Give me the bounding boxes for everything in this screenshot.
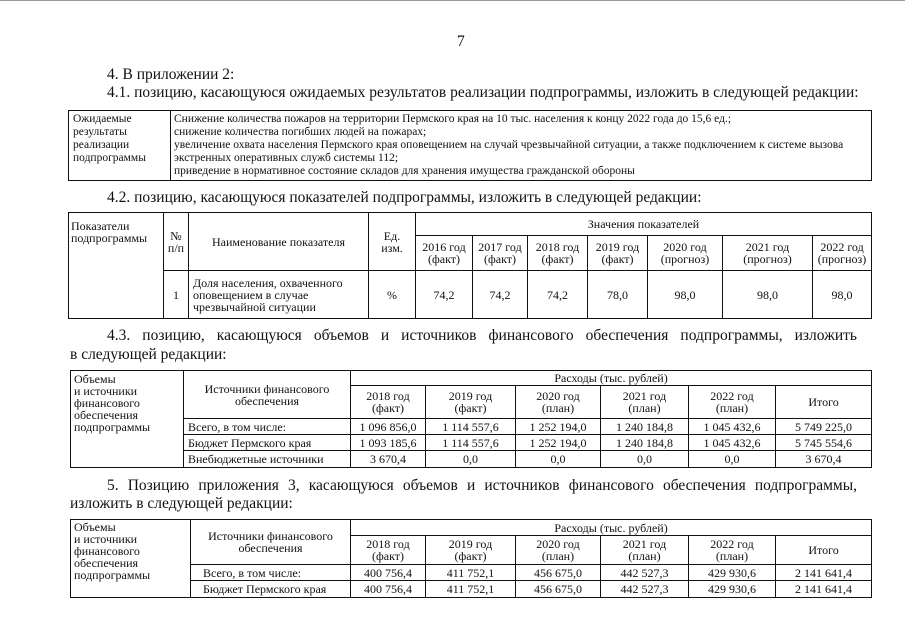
value-cell: 78,0 — [588, 271, 648, 319]
financing-table-appendix-2 — [70, 370, 872, 468]
year-header-2022: 2022 год (прогноз) — [813, 236, 872, 271]
year-header-2018: 2018 год (факт) — [351, 386, 426, 419]
indicators-label: Показатели подпрограммы — [69, 213, 164, 319]
value-cell: 400 756,4 — [351, 581, 426, 598]
table-row — [71, 565, 872, 581]
value-cell: 400 756,4 — [351, 565, 426, 581]
scan-edge-line — [0, 0, 905, 1]
value-cell: 0,0 — [689, 451, 776, 468]
unit-header: Ед. изм. — [369, 213, 416, 271]
year-header-2020: 2020 год (прогноз) — [648, 236, 723, 271]
financing-table-appendix-3 — [70, 519, 872, 598]
value-cell: 0,0 — [426, 451, 516, 468]
expected-results-body — [69, 111, 872, 181]
indicators-body — [69, 213, 872, 319]
expected-results-table — [68, 110, 872, 181]
year-header-2022: 2022 год (план) — [689, 386, 776, 419]
value-cell: 1 114 557,6 — [426, 419, 516, 435]
table-row — [71, 451, 872, 468]
header-row — [69, 213, 872, 236]
source-cell: Бюджет Пермского края — [184, 435, 351, 451]
sources-header: Источники финансового обеспечения — [191, 520, 351, 565]
expected-result-line: увеличение охвата населения Пермского края оповещением на случай чрезвычайной ситуации, а также подключением к системе вызова — [174, 139, 844, 151]
expected-result-line: приведение в нормативное состояние складов для хранения имущества гражданской обороны — [174, 165, 635, 177]
value-cell: 1 096 856,0 — [351, 419, 426, 435]
year-header-2016: 2016 год (факт) — [416, 236, 473, 271]
value-cell: 3 670,4 — [351, 451, 426, 468]
value-cell: 456 675,0 — [516, 581, 601, 598]
financing-body — [71, 371, 872, 468]
value-cell: 74,2 — [416, 271, 473, 319]
header-row — [71, 520, 872, 536]
value-cell: 1 045 432,6 — [689, 435, 776, 451]
table-row — [69, 271, 872, 319]
expected-result-line: снижение количества погибших людей на пожарах; — [174, 126, 427, 138]
year-header-2019: 2019 год (факт) — [588, 236, 648, 271]
item-4-3-text-line-2: в следующей редакции: — [70, 346, 227, 363]
financing-label: Объемы и источники финансового обеспечения подпрограммы — [71, 371, 184, 468]
value-cell: 98,0 — [723, 271, 813, 319]
year-header-2018: 2018 год (факт) — [351, 536, 426, 565]
table-row — [71, 419, 872, 435]
year-header-2019: 2019 год (факт) — [426, 386, 516, 419]
total-cell: 5 745 554,6 — [776, 435, 872, 451]
source-cell: Бюджет Пермского края — [191, 581, 351, 598]
source-cell: Всего, в том числе: — [191, 565, 351, 581]
values-header: Значения показателей — [416, 213, 872, 236]
value-cell: 1 093 185,6 — [351, 435, 426, 451]
value-cell: 0,0 — [601, 451, 689, 468]
year-header-2020: 2020 год (план) — [516, 386, 601, 419]
expenses-header: Расходы (тыс. рублей) — [351, 520, 872, 536]
expected-result-line: Снижение количества пожаров на территории Пермского края на 10 тыс. населения к концу 2022 года до 15,6 ед.; — [174, 113, 732, 125]
value-cell: 411 752,1 — [426, 581, 516, 598]
value-cell: 1 252 194,0 — [516, 435, 601, 451]
item-4-3-text-line-1: 4.3. позицию, касающуюся объемов и источников финансового обеспечения подпрограммы, изложить — [107, 327, 857, 344]
year-header-2021: 2021 год (прогноз) — [723, 236, 813, 271]
total-header: Итого — [776, 386, 872, 419]
value-cell: 1 045 432,6 — [689, 419, 776, 435]
table-row — [69, 111, 872, 181]
year-header-2017: 2017 год (факт) — [473, 236, 528, 271]
total-header: Итого — [776, 536, 872, 565]
indicator-name: Доля населения, охваченного оповещением в случае чрезвычайной ситуации — [189, 271, 369, 319]
section-4-heading: 4. В приложении 2: — [107, 66, 235, 83]
value-cell: 1 240 184,8 — [601, 435, 689, 451]
unit-cell: % — [369, 271, 416, 319]
total-cell: 5 749 225,0 — [776, 419, 872, 435]
value-cell: 442 527,3 — [601, 581, 689, 598]
financing-body — [71, 520, 872, 598]
year-header-2018: 2018 год (факт) — [528, 236, 588, 271]
expected-results-label: Ожидаемые результаты реализации подпрограммы — [69, 111, 171, 181]
value-cell: 1 252 194,0 — [516, 419, 601, 435]
value-cell: 411 752,1 — [426, 565, 516, 581]
source-cell: Всего, в том числе: — [184, 419, 351, 435]
page-number: 7 — [457, 33, 465, 50]
value-cell: 98,0 — [648, 271, 723, 319]
source-cell: Внебюджетные источники — [184, 451, 351, 468]
indicators-table — [68, 212, 872, 319]
value-cell: 1 240 184,8 — [601, 419, 689, 435]
year-header-2019: 2019 год (факт) — [426, 536, 516, 565]
table-row — [71, 435, 872, 451]
year-header-2020: 2020 год (план) — [516, 536, 601, 565]
total-cell: 2 141 641,4 — [776, 565, 872, 581]
value-cell: 1 114 557,6 — [426, 435, 516, 451]
expenses-header: Расходы (тыс. рублей) — [351, 371, 872, 386]
year-header-2021: 2021 год (план) — [601, 536, 689, 565]
value-cell: 442 527,3 — [601, 565, 689, 581]
value-cell: 429 930,6 — [689, 565, 776, 581]
section-5-text-line-2: изложить в следующей редакции: — [70, 495, 293, 512]
total-cell: 3 670,4 — [776, 451, 872, 468]
year-header-2022: 2022 год (план) — [689, 536, 776, 565]
section-5-text-line-1: 5. Позицию приложения 3, касающуюся объемов и источников финансового обеспечения подпрограммы, — [107, 477, 857, 494]
sources-header: Источники финансового обеспечения — [184, 371, 351, 419]
value-cell: 98,0 — [813, 271, 872, 319]
row-number: 1 — [164, 271, 189, 319]
value-cell: 429 930,6 — [689, 581, 776, 598]
expected-result-line: экстренных оперативных служб системы 112; — [174, 152, 399, 164]
value-cell: 456 675,0 — [516, 565, 601, 581]
expected-results-content — [171, 111, 872, 181]
value-cell: 0,0 — [516, 451, 601, 468]
number-header: № п/п — [164, 213, 189, 271]
value-cell: 74,2 — [473, 271, 528, 319]
header-row — [71, 371, 872, 386]
item-4-2-text: 4.2. позицию, касающуюся показателей подпрограммы, изложить в следующей редакции: — [107, 189, 702, 206]
table-row — [71, 581, 872, 598]
item-4-1-text: 4.1. позицию, касающуюся ожидаемых результатов реализации подпрограммы, изложить в следующей редакции: — [107, 84, 859, 101]
value-cell: 74,2 — [528, 271, 588, 319]
year-header-2021: 2021 год (план) — [601, 386, 689, 419]
indicator-name-header: Наименование показателя — [189, 213, 369, 271]
financing-label: Объемы и источники финансового обеспечения подпрограммы — [71, 520, 191, 598]
total-cell: 2 141 641,4 — [776, 581, 872, 598]
